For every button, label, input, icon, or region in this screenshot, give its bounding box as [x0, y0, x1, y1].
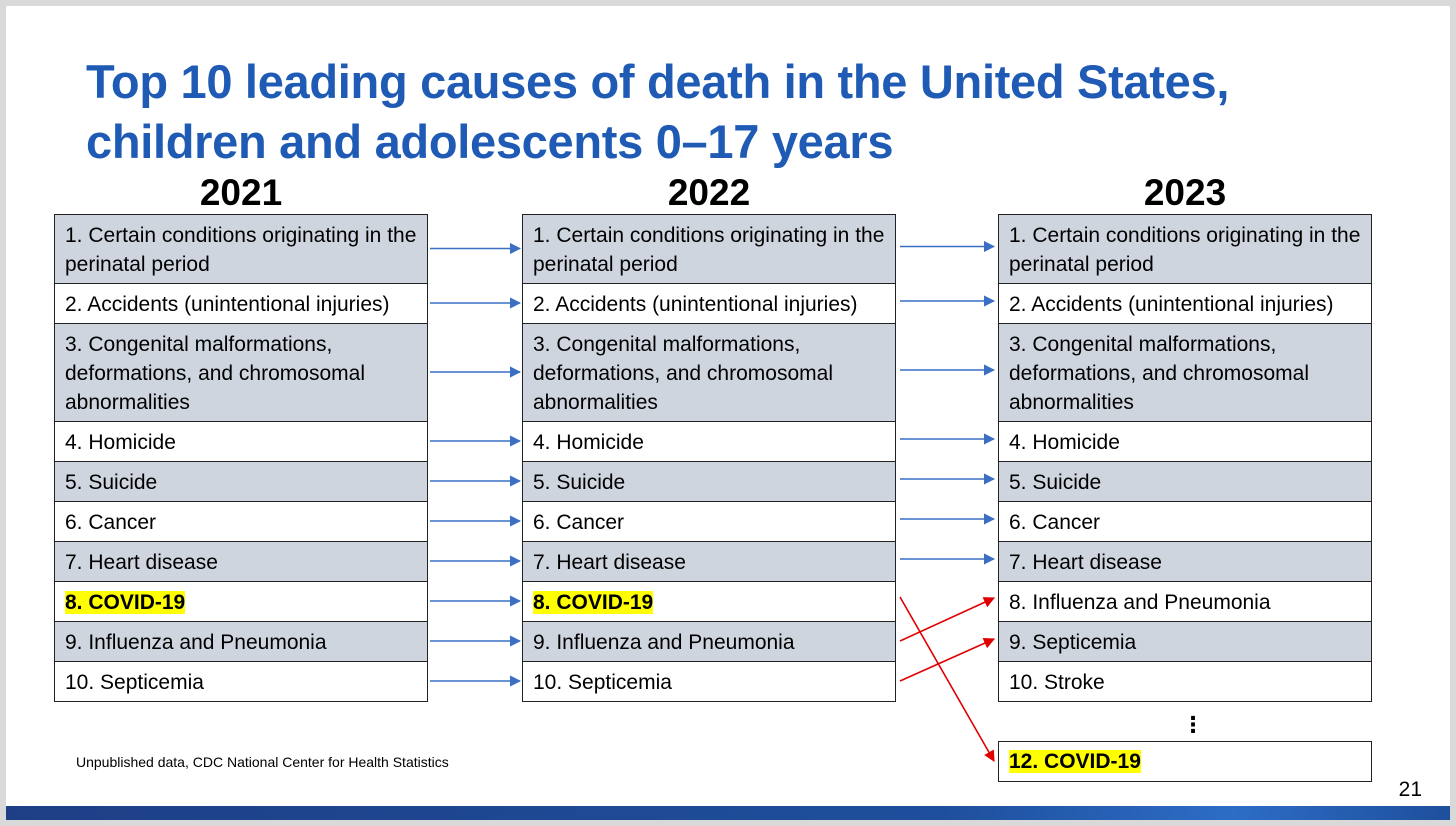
rank-change-arrow-covid	[900, 597, 994, 761]
page-number: 21	[1398, 778, 1422, 801]
cause-label: 4. Homicide	[65, 431, 176, 454]
cause-label: 7. Heart disease	[1009, 551, 1162, 574]
title-line-2: children and adolescents 0–17 years	[86, 115, 894, 168]
cause-label: 3. Congenital malformations, deformations, and chromosomal abnormalities	[1009, 333, 1309, 414]
rank-change-arrow-influenza	[900, 598, 994, 641]
cause-label: 7. Heart disease	[65, 551, 218, 574]
year-heading-2021: 2021	[199, 172, 283, 213]
rank-change-arrow-septicemia	[900, 639, 994, 681]
cause-label: 8. COVID-19	[65, 591, 186, 614]
cause-label: 4. Homicide	[533, 431, 644, 454]
title-line-1: Top 10 leading causes of death in the United States,	[86, 55, 1230, 108]
cause-label: 3. Congenital malformations, deformations, and chromosomal abnormalities	[65, 333, 365, 414]
cause-label: 2. Accidents (unintentional injuries)	[1009, 293, 1334, 316]
cause-label: 9. Septicemia	[1009, 631, 1137, 654]
cause-label: 7. Heart disease	[533, 551, 686, 574]
ellipsis-indicator: ⋮	[1182, 712, 1204, 737]
slide	[6, 6, 1450, 820]
cause-label: 6. Cancer	[1009, 511, 1101, 534]
cause-label: 3. Congenital malformations, deformations, and chromosomal abnormalities	[533, 333, 833, 414]
cause-label: 5. Suicide	[65, 471, 158, 494]
source-note: Unpublished data, CDC National Center for Health Statistics	[76, 754, 449, 770]
footer-bar	[6, 806, 1450, 820]
cause-label: 6. Cancer	[533, 511, 625, 534]
cause-label: 10. Stroke	[1009, 671, 1105, 694]
cause-label: 10. Septicemia	[65, 671, 204, 694]
extra-rank-item	[998, 741, 1372, 782]
cause-label: 9. Influenza and Pneumonia	[65, 631, 327, 654]
cause-label: 5. Suicide	[1009, 471, 1102, 494]
year-heading-2022: 2022	[667, 172, 751, 213]
cause-label: 9. Influenza and Pneumonia	[533, 631, 795, 654]
cause-label: 8. COVID-19	[533, 591, 654, 614]
cause-label: 5. Suicide	[533, 471, 626, 494]
cause-label: 6. Cancer	[65, 511, 157, 534]
cause-label: 1. Certain conditions originating in the perinatal period	[65, 224, 417, 276]
connector-arrows	[6, 6, 1450, 820]
cause-label: 4. Homicide	[1009, 431, 1120, 454]
extra-rank-label: 12. COVID-19	[1009, 750, 1141, 773]
cause-label: 1. Certain conditions originating in the perinatal period	[533, 224, 885, 276]
cause-label: 2. Accidents (unintentional injuries)	[533, 293, 858, 316]
cause-label: 1. Certain conditions originating in the perinatal period	[1009, 224, 1361, 276]
cause-label: 10. Septicemia	[533, 671, 672, 694]
year-heading-2023: 2023	[1143, 172, 1227, 213]
cause-label: 2. Accidents (unintentional injuries)	[65, 293, 390, 316]
cause-label: 8. Influenza and Pneumonia	[1009, 591, 1271, 614]
